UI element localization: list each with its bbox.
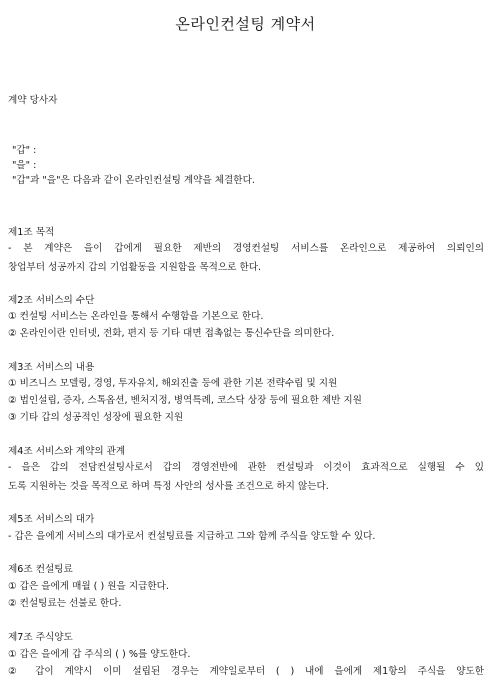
- party-gap-line: "갑" :: [12, 145, 37, 156]
- document-title: 온라인컨설팅 계약서: [175, 15, 316, 33]
- article-4-line-1: - 을은 갑의 전담컨설팅사로서 갑의 경영전반에 관한 컨설팅과 이것이 효과적으로 실행될 수 있: [8, 462, 484, 473]
- article-1-line-2: 창업부터 성공까지 갑의 기업활동을 지원함을 목적으로 한다.: [8, 262, 262, 273]
- article-2-line-1: ① 컨설팅 서비스는 온라인을 통해서 수행함을 기본으로 한다.: [8, 311, 264, 322]
- article-7-line-1: ① 갑은 을에게 갑 주식의 ( ) %를 양도한다.: [8, 649, 191, 660]
- article-6-line-2: ② 컨설팅료는 선불로 한다.: [8, 598, 122, 609]
- article-3-line-3: ③ 기타 갑의 성공적인 성장에 필요한 지원: [8, 412, 184, 423]
- article-1-heading: 제1조 목적: [8, 227, 55, 238]
- article-3-line-1: ① 비즈니스 모델링, 경영, 투자유치, 해외진출 등에 관한 기본 전략수립 및 지원: [8, 378, 338, 389]
- article-1-line-1: - 본 계약은 을이 갑에게 필요한 제반의 경영컨설팅 서비스를 온라인으로 제공하여 의뢰인의: [8, 243, 484, 254]
- article-4-line-2: 도록 지원하는 것을 목적으로 하며 특정 사안의 성사를 조건으로 하지 않는다.: [8, 481, 329, 492]
- article-3-line-2: ② 법인설립, 증자, 스톡옵션, 벤처지정, 병역특례, 코스닥 상장 등에 필요한 제반 지원: [8, 395, 362, 406]
- parties-label: 계약 당사자: [8, 95, 58, 106]
- article-7-line-2: ② 갑이 계약시 이미 설립된 경우는 계약일로부터 ( ) 내에 을에게 제1항의 주식을 양도한: [8, 666, 484, 677]
- article-2-line-2: ② 온라인이란 인터넷, 전화, 편지 등 기타 대면 접촉없는 통신수단을 의미한다.: [8, 328, 335, 339]
- intro-text: "갑"과 "을"은 다음과 같이 온라인컨설팅 계약을 체결한다.: [12, 175, 255, 186]
- article-4-heading: 제4조 서비스와 계약의 관계: [8, 446, 126, 457]
- party-eul-line: "을" :: [12, 160, 37, 171]
- article-6-heading: 제6조 컨설팅료: [8, 564, 73, 575]
- article-3-heading: 제3조 서비스의 내용: [8, 362, 95, 373]
- article-2-heading: 제2조 서비스의 수단: [8, 295, 95, 306]
- article-6-line-1: ① 갑은 을에게 매월 ( ) 원을 지급한다.: [8, 581, 169, 592]
- article-5-heading: 제5조 서비스의 대가: [8, 514, 95, 525]
- article-7-heading: 제7조 주식양도: [8, 632, 73, 643]
- article-5-line-1: - 갑은 을에게 서비스의 대가로서 컨설팅료를 지급하고 그와 함께 주식을 양도할 수 있다.: [8, 531, 376, 542]
